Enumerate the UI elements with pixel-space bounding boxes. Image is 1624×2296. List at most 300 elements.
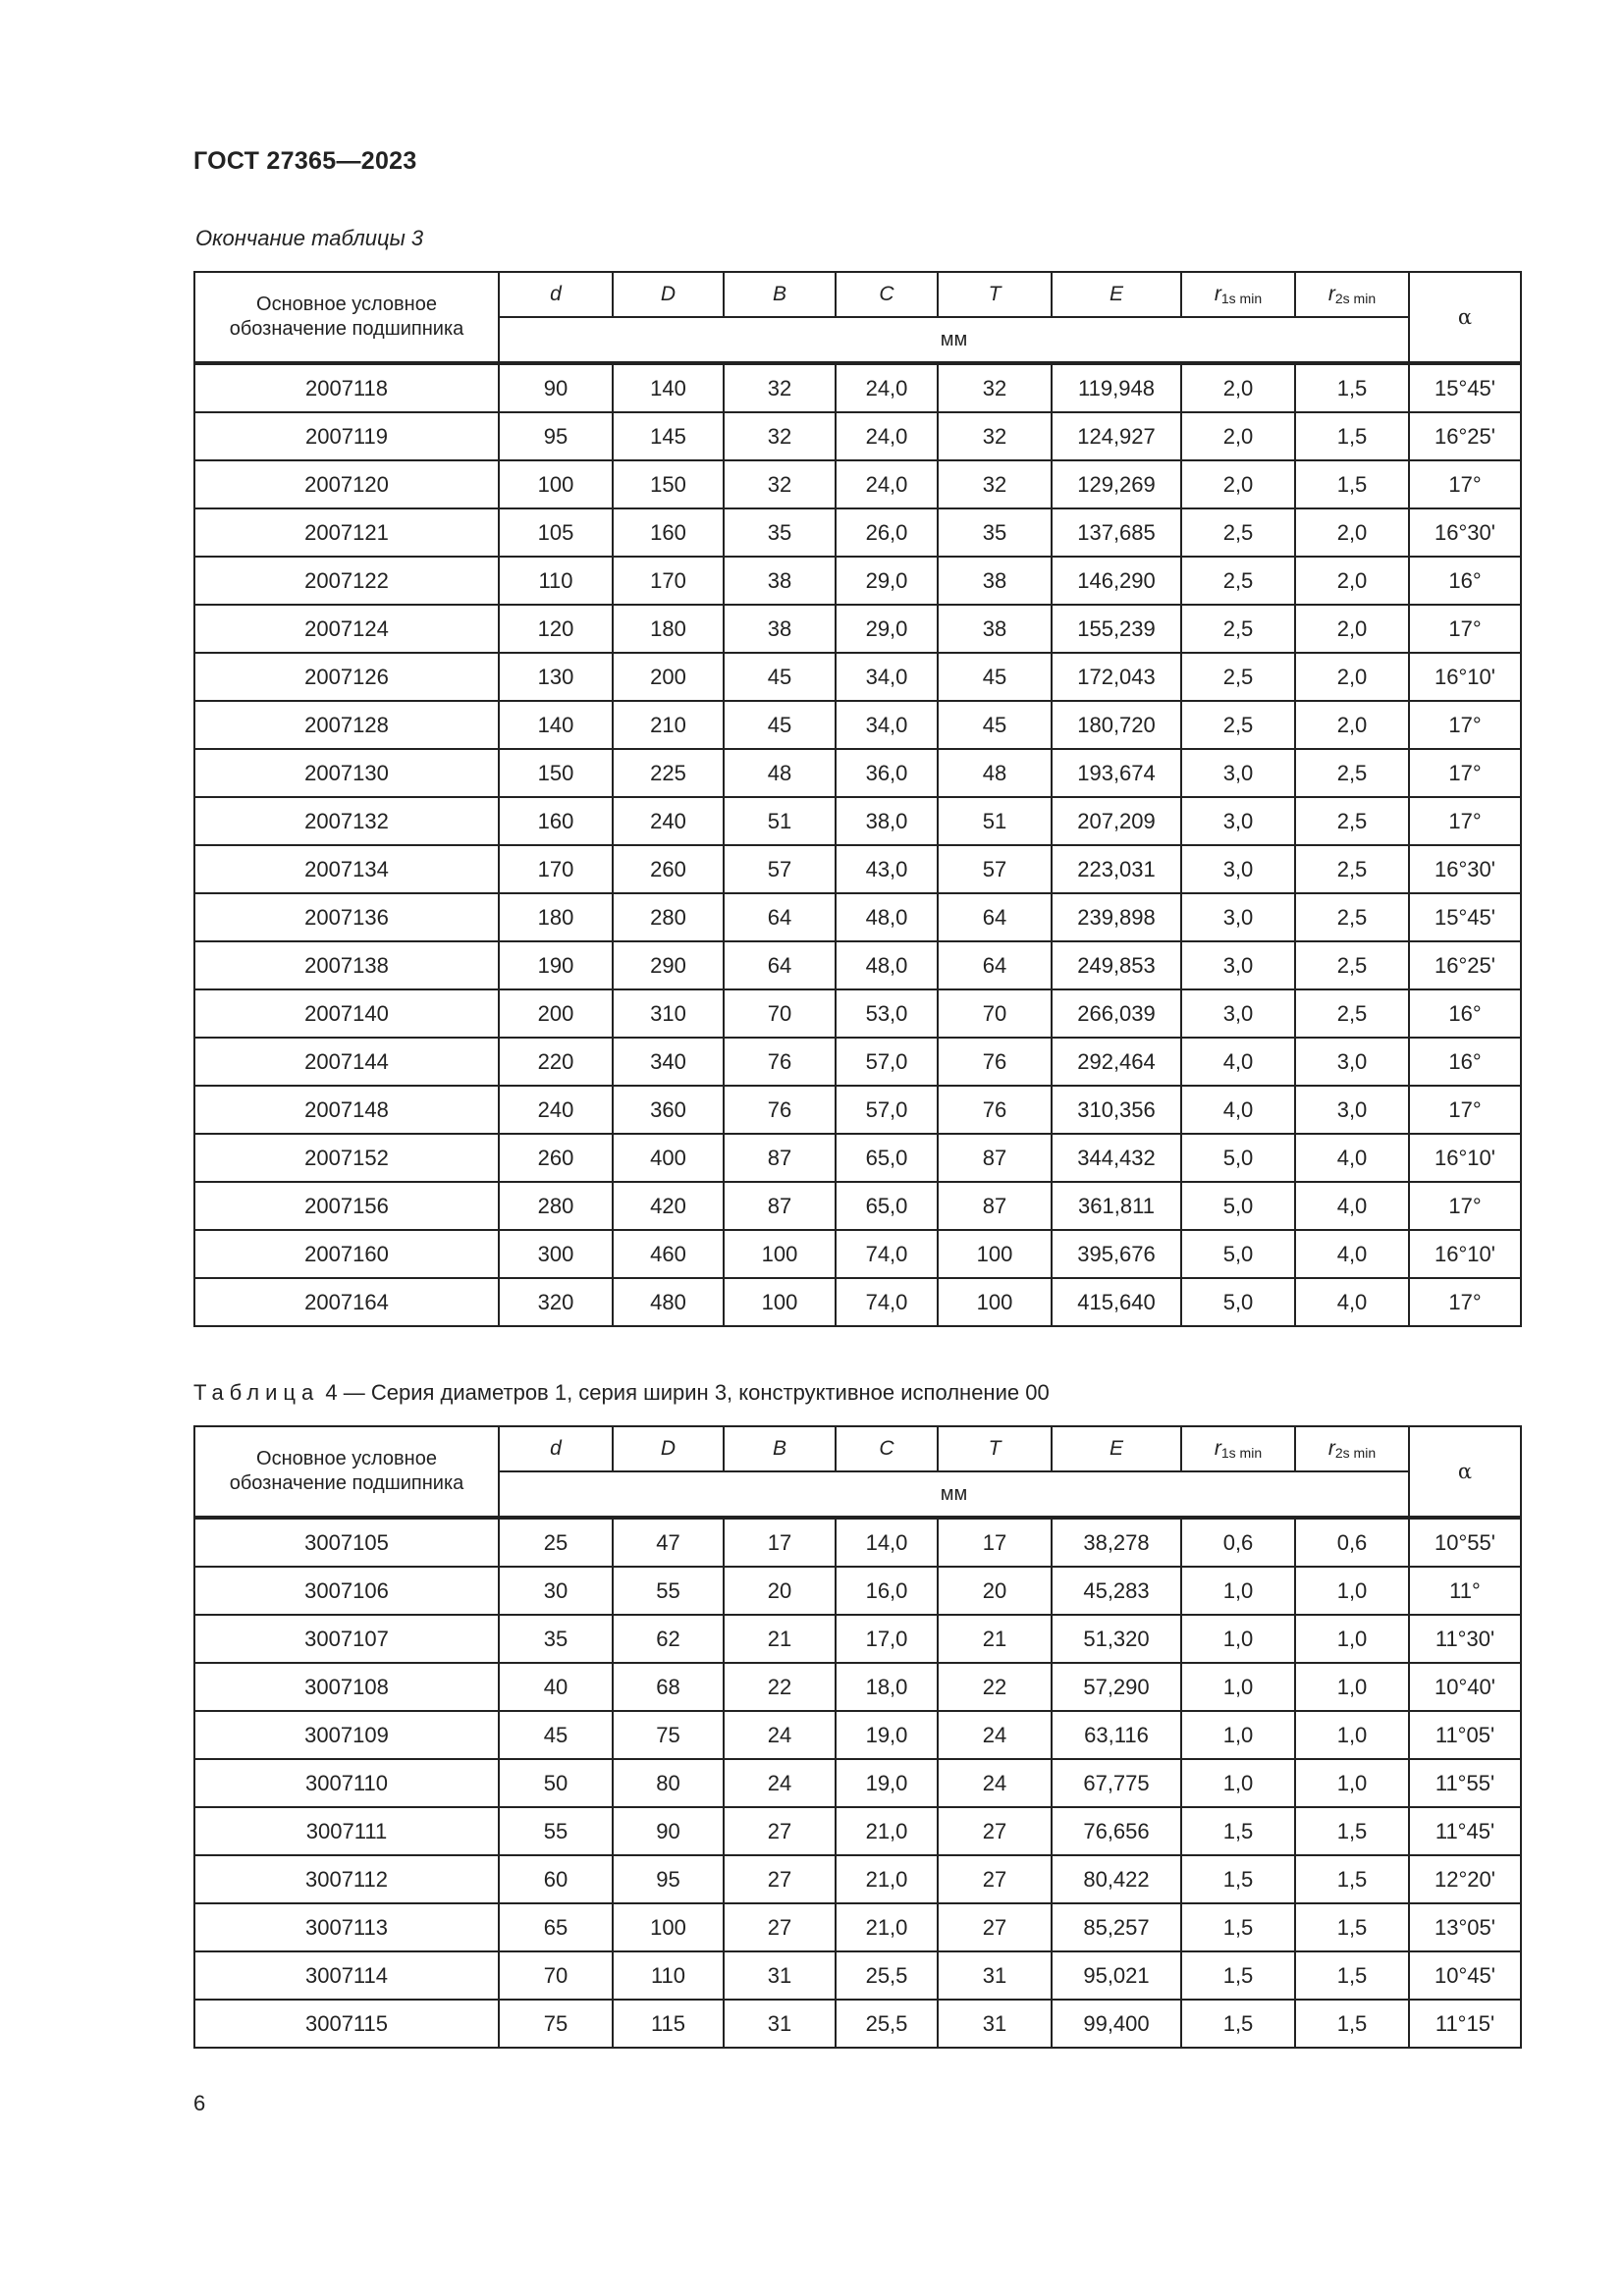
cell-alpha: 10°40' [1409,1663,1521,1711]
cell-B: 100 [724,1230,836,1278]
cell-E: 129,269 [1052,460,1181,508]
header-E: E [1052,272,1181,317]
cell-r2s-min: 2,0 [1295,653,1409,701]
cell-C: 74,0 [836,1278,938,1326]
cell-alpha: 16°30' [1409,845,1521,893]
header-r1s-sub: 1s min [1220,291,1263,306]
cell-alpha: 12°20' [1409,1855,1521,1903]
cell-E: 57,290 [1052,1663,1181,1711]
header-r1s-sub: 1s min [1220,1445,1263,1461]
cell-r2s-min: 3,0 [1295,1038,1409,1086]
cell-B: 32 [724,460,836,508]
cell-alpha: 16° [1409,1038,1521,1086]
cell-r1s-min: 2,5 [1181,557,1295,605]
cell-alpha: 11°05' [1409,1711,1521,1759]
cell-B: 31 [724,1951,836,2000]
cell-T: 87 [938,1134,1052,1182]
cell-B: 51 [724,797,836,845]
cell-T: 24 [938,1711,1052,1759]
cell-C: 25,5 [836,2000,938,2048]
cell-r1s-min: 1,0 [1181,1567,1295,1615]
cell-T: 27 [938,1903,1052,1951]
header-r1s-min [1181,272,1295,317]
header-T: T [938,1426,1052,1471]
cell-d: 300 [499,1230,613,1278]
table-row [194,701,1521,749]
cell-r2s-min: 2,5 [1295,893,1409,941]
cell-E: 344,432 [1052,1134,1181,1182]
cell-C: 16,0 [836,1567,938,1615]
cell-T: 20 [938,1567,1052,1615]
cell-B: 27 [724,1855,836,1903]
cell-r2s-min: 1,0 [1295,1567,1409,1615]
cell-r2s-min: 2,5 [1295,989,1409,1038]
header-E: E [1052,1426,1181,1471]
cell-r2s-min: 4,0 [1295,1182,1409,1230]
cell-B: 64 [724,941,836,989]
cell-D: 100 [613,1903,724,1951]
cell-D: 80 [613,1759,724,1807]
cell-E: 124,927 [1052,412,1181,460]
cell-r1s-min: 1,0 [1181,1759,1295,1807]
cell-alpha: 16°10' [1409,1134,1521,1182]
cell-T: 51 [938,797,1052,845]
cell-r2s-min: 1,0 [1295,1711,1409,1759]
table-4-caption [193,1380,1050,1406]
table-row [194,989,1521,1038]
cell-r1s-min: 3,0 [1181,797,1295,845]
designation-header-line1: Основное условное [256,1448,437,1469]
cell-r2s-min: 1,5 [1295,2000,1409,2048]
cell-d: 280 [499,1182,613,1230]
cell-r1s-min: 1,0 [1181,1663,1295,1711]
cell-T: 64 [938,941,1052,989]
cell-d: 70 [499,1951,613,2000]
cell-D: 260 [613,845,724,893]
designation-header-line2: обозначение подшипника [229,318,464,340]
cell-r1s-min: 2,5 [1181,701,1295,749]
table-row [194,1759,1521,1807]
header-C: C [836,272,938,317]
cell-designation: 2007144 [194,1038,499,1086]
cell-D: 170 [613,557,724,605]
cell-alpha: 16°25' [1409,412,1521,460]
cell-B: 21 [724,1615,836,1663]
cell-E: 172,043 [1052,653,1181,701]
table-row [194,1615,1521,1663]
unit-header: мм [499,1471,1409,1518]
cell-E: 207,209 [1052,797,1181,845]
cell-alpha: 17° [1409,749,1521,797]
cell-E: 146,290 [1052,557,1181,605]
header-r2s-sub: 2s min [1334,291,1377,306]
cell-designation: 2007120 [194,460,499,508]
table-row [194,1278,1521,1326]
cell-alpha: 16°10' [1409,1230,1521,1278]
cell-r2s-min: 1,5 [1295,1807,1409,1855]
cell-designation: 3007107 [194,1615,499,1663]
cell-B: 45 [724,653,836,701]
cell-T: 100 [938,1278,1052,1326]
cell-D: 460 [613,1230,724,1278]
cell-d: 75 [499,2000,613,2048]
table-row [194,893,1521,941]
cell-E: 249,853 [1052,941,1181,989]
cell-d: 110 [499,557,613,605]
cell-B: 45 [724,701,836,749]
cell-alpha: 17° [1409,701,1521,749]
cell-D: 75 [613,1711,724,1759]
cell-r1s-min: 5,0 [1181,1230,1295,1278]
table-row [194,1134,1521,1182]
header-r1s-min [1181,1426,1295,1471]
cell-r1s-min: 2,5 [1181,508,1295,557]
cell-C: 14,0 [836,1518,938,1567]
cell-T: 35 [938,508,1052,557]
cell-T: 21 [938,1615,1052,1663]
cell-D: 150 [613,460,724,508]
cell-E: 67,775 [1052,1759,1181,1807]
cell-C: 36,0 [836,749,938,797]
table-row [194,1086,1521,1134]
cell-alpha: 15°45' [1409,893,1521,941]
cell-designation: 3007113 [194,1903,499,1951]
cell-d: 320 [499,1278,613,1326]
cell-E: 155,239 [1052,605,1181,653]
cell-D: 55 [613,1567,724,1615]
cell-D: 280 [613,893,724,941]
cell-T: 22 [938,1663,1052,1711]
cell-T: 45 [938,701,1052,749]
cell-C: 74,0 [836,1230,938,1278]
cell-B: 31 [724,2000,836,2048]
cell-B: 57 [724,845,836,893]
cell-E: 51,320 [1052,1615,1181,1663]
cell-designation: 2007122 [194,557,499,605]
table-body [194,363,1521,1326]
cell-d: 65 [499,1903,613,1951]
cell-r2s-min: 2,0 [1295,557,1409,605]
table-row [194,1230,1521,1278]
cell-C: 38,0 [836,797,938,845]
table-row [194,1182,1521,1230]
cell-E: 45,283 [1052,1567,1181,1615]
cell-r1s-min: 5,0 [1181,1278,1295,1326]
table-row [194,508,1521,557]
cell-T: 32 [938,412,1052,460]
cell-alpha: 16° [1409,557,1521,605]
cell-T: 27 [938,1807,1052,1855]
cell-d: 150 [499,749,613,797]
cell-d: 45 [499,1711,613,1759]
cell-r1s-min: 5,0 [1181,1134,1295,1182]
cell-designation: 2007121 [194,508,499,557]
cell-r2s-min: 1,5 [1295,1903,1409,1951]
cell-C: 43,0 [836,845,938,893]
table-row [194,412,1521,460]
cell-r1s-min: 3,0 [1181,893,1295,941]
cell-designation: 3007108 [194,1663,499,1711]
cell-d: 105 [499,508,613,557]
cell-r1s-min: 3,0 [1181,989,1295,1038]
cell-D: 47 [613,1518,724,1567]
cell-d: 240 [499,1086,613,1134]
cell-C: 21,0 [836,1903,938,1951]
cell-r2s-min: 1,5 [1295,460,1409,508]
cell-d: 170 [499,845,613,893]
cell-designation: 2007138 [194,941,499,989]
cell-r1s-min: 1,5 [1181,1903,1295,1951]
cell-B: 27 [724,1903,836,1951]
cell-d: 200 [499,989,613,1038]
cell-E: 63,116 [1052,1711,1181,1759]
bearing-table-4 [193,1425,1522,2049]
cell-T: 48 [938,749,1052,797]
cell-E: 310,356 [1052,1086,1181,1134]
cell-D: 290 [613,941,724,989]
cell-E: 95,021 [1052,1951,1181,2000]
cell-alpha: 11°55' [1409,1759,1521,1807]
cell-d: 30 [499,1567,613,1615]
cell-D: 115 [613,2000,724,2048]
table-row [194,845,1521,893]
cell-designation: 3007105 [194,1518,499,1567]
cell-D: 90 [613,1807,724,1855]
cell-r2s-min: 1,0 [1295,1759,1409,1807]
table-row [194,1855,1521,1903]
cell-d: 25 [499,1518,613,1567]
cell-r1s-min: 1,5 [1181,2000,1295,2048]
cell-E: 193,674 [1052,749,1181,797]
cell-C: 53,0 [836,989,938,1038]
cell-r2s-min: 4,0 [1295,1230,1409,1278]
cell-C: 24,0 [836,363,938,412]
cell-C: 48,0 [836,893,938,941]
table-row [194,1711,1521,1759]
header-r1s-main: r [1214,283,1221,305]
header-D: D [613,1426,724,1471]
cell-D: 360 [613,1086,724,1134]
cell-T: 32 [938,363,1052,412]
cell-C: 34,0 [836,701,938,749]
cell-designation: 2007140 [194,989,499,1038]
cell-D: 310 [613,989,724,1038]
page-number: 6 [193,2091,206,2115]
header-d: d [499,272,613,317]
cell-d: 220 [499,1038,613,1086]
cell-alpha: 16°30' [1409,508,1521,557]
cell-C: 34,0 [836,653,938,701]
table-row [194,1038,1521,1086]
cell-designation: 3007114 [194,1951,499,2000]
cell-E: 239,898 [1052,893,1181,941]
table-row [194,605,1521,653]
cell-r2s-min: 2,5 [1295,941,1409,989]
table-4-caption-prefix: Таблица [193,1380,320,1405]
cell-E: 180,720 [1052,701,1181,749]
cell-r2s-min: 2,0 [1295,605,1409,653]
cell-r1s-min: 2,0 [1181,363,1295,412]
cell-r2s-min: 1,5 [1295,412,1409,460]
cell-designation: 2007136 [194,893,499,941]
cell-d: 55 [499,1807,613,1855]
cell-T: 45 [938,653,1052,701]
cell-designation: 2007148 [194,1086,499,1134]
cell-alpha: 16°10' [1409,653,1521,701]
cell-r1s-min: 2,0 [1181,412,1295,460]
cell-D: 160 [613,508,724,557]
cell-designation: 2007128 [194,701,499,749]
cell-D: 145 [613,412,724,460]
cell-r1s-min: 2,5 [1181,653,1295,701]
table-row [194,941,1521,989]
cell-designation: 2007134 [194,845,499,893]
cell-designation: 3007109 [194,1711,499,1759]
cell-B: 24 [724,1759,836,1807]
cell-D: 400 [613,1134,724,1182]
cell-C: 65,0 [836,1182,938,1230]
cell-d: 130 [499,653,613,701]
cell-alpha: 16° [1409,989,1521,1038]
cell-d: 120 [499,605,613,653]
cell-B: 27 [724,1807,836,1855]
cell-B: 87 [724,1134,836,1182]
cell-r2s-min: 0,6 [1295,1518,1409,1567]
cell-alpha: 11°15' [1409,2000,1521,2048]
cell-alpha: 11°45' [1409,1807,1521,1855]
cell-r1s-min: 2,5 [1181,605,1295,653]
table-row [194,653,1521,701]
cell-B: 24 [724,1711,836,1759]
cell-D: 420 [613,1182,724,1230]
cell-T: 31 [938,2000,1052,2048]
cell-alpha: 17° [1409,1182,1521,1230]
cell-T: 87 [938,1182,1052,1230]
table-continuation-caption: Окончание таблицы 3 [195,226,424,250]
cell-d: 95 [499,412,613,460]
cell-T: 31 [938,1951,1052,2000]
cell-D: 240 [613,797,724,845]
cell-B: 22 [724,1663,836,1711]
cell-designation: 2007152 [194,1134,499,1182]
cell-C: 17,0 [836,1615,938,1663]
cell-C: 65,0 [836,1134,938,1182]
cell-E: 266,039 [1052,989,1181,1038]
cell-C: 57,0 [836,1038,938,1086]
cell-d: 90 [499,363,613,412]
cell-D: 140 [613,363,724,412]
cell-r2s-min: 2,5 [1295,749,1409,797]
cell-r1s-min: 1,5 [1181,1951,1295,2000]
cell-d: 60 [499,1855,613,1903]
cell-designation: 2007164 [194,1278,499,1326]
cell-T: 100 [938,1230,1052,1278]
cell-designation: 3007115 [194,2000,499,2048]
table-4-caption-text: 4 — Серия диаметров 1, серия ширин 3, конструктивное исполнение 00 [319,1380,1050,1405]
unit-header: мм [499,317,1409,363]
table-row [194,557,1521,605]
cell-B: 20 [724,1567,836,1615]
cell-T: 38 [938,557,1052,605]
cell-alpha: 10°55' [1409,1518,1521,1567]
bearing-table-3 [193,271,1522,1327]
cell-T: 32 [938,460,1052,508]
cell-D: 480 [613,1278,724,1326]
cell-C: 21,0 [836,1807,938,1855]
cell-C: 25,5 [836,1951,938,2000]
cell-alpha: 11°30' [1409,1615,1521,1663]
cell-alpha: 11° [1409,1567,1521,1615]
cell-r1s-min: 3,0 [1181,941,1295,989]
table-row [194,1567,1521,1615]
cell-C: 29,0 [836,557,938,605]
cell-designation: 2007160 [194,1230,499,1278]
header-alpha: α [1409,1426,1521,1518]
cell-r2s-min: 2,5 [1295,845,1409,893]
cell-D: 95 [613,1855,724,1903]
cell-E: 223,031 [1052,845,1181,893]
cell-C: 19,0 [836,1759,938,1807]
table-row [194,1807,1521,1855]
cell-B: 38 [724,605,836,653]
cell-D: 210 [613,701,724,749]
cell-r1s-min: 1,5 [1181,1855,1295,1903]
cell-r2s-min: 4,0 [1295,1278,1409,1326]
cell-designation: 2007126 [194,653,499,701]
cell-C: 57,0 [836,1086,938,1134]
cell-B: 64 [724,893,836,941]
header-alpha: α [1409,272,1521,363]
header-r1s-main: r [1214,1437,1221,1460]
cell-B: 17 [724,1518,836,1567]
cell-B: 38 [724,557,836,605]
cell-r2s-min: 2,0 [1295,701,1409,749]
cell-r1s-min: 4,0 [1181,1038,1295,1086]
cell-r2s-min: 1,0 [1295,1615,1409,1663]
cell-d: 180 [499,893,613,941]
header-r2s-main: r [1327,1437,1335,1460]
header-B: B [724,272,836,317]
cell-alpha: 17° [1409,1086,1521,1134]
cell-C: 48,0 [836,941,938,989]
cell-D: 180 [613,605,724,653]
header-r2s-main: r [1327,283,1335,305]
cell-D: 225 [613,749,724,797]
cell-designation: 2007130 [194,749,499,797]
cell-alpha: 17° [1409,1278,1521,1326]
cell-C: 19,0 [836,1711,938,1759]
cell-E: 38,278 [1052,1518,1181,1567]
cell-E: 80,422 [1052,1855,1181,1903]
cell-designation: 3007111 [194,1807,499,1855]
cell-d: 35 [499,1615,613,1663]
cell-designation: 3007110 [194,1759,499,1807]
cell-E: 361,811 [1052,1182,1181,1230]
header-T: T [938,272,1052,317]
table-row [194,1903,1521,1951]
cell-D: 62 [613,1615,724,1663]
cell-C: 21,0 [836,1855,938,1903]
cell-T: 27 [938,1855,1052,1903]
cell-designation: 3007106 [194,1567,499,1615]
designation-header [194,272,499,363]
cell-T: 24 [938,1759,1052,1807]
cell-r2s-min: 2,5 [1295,797,1409,845]
cell-E: 292,464 [1052,1038,1181,1086]
table-row [194,460,1521,508]
cell-alpha: 17° [1409,460,1521,508]
cell-B: 100 [724,1278,836,1326]
